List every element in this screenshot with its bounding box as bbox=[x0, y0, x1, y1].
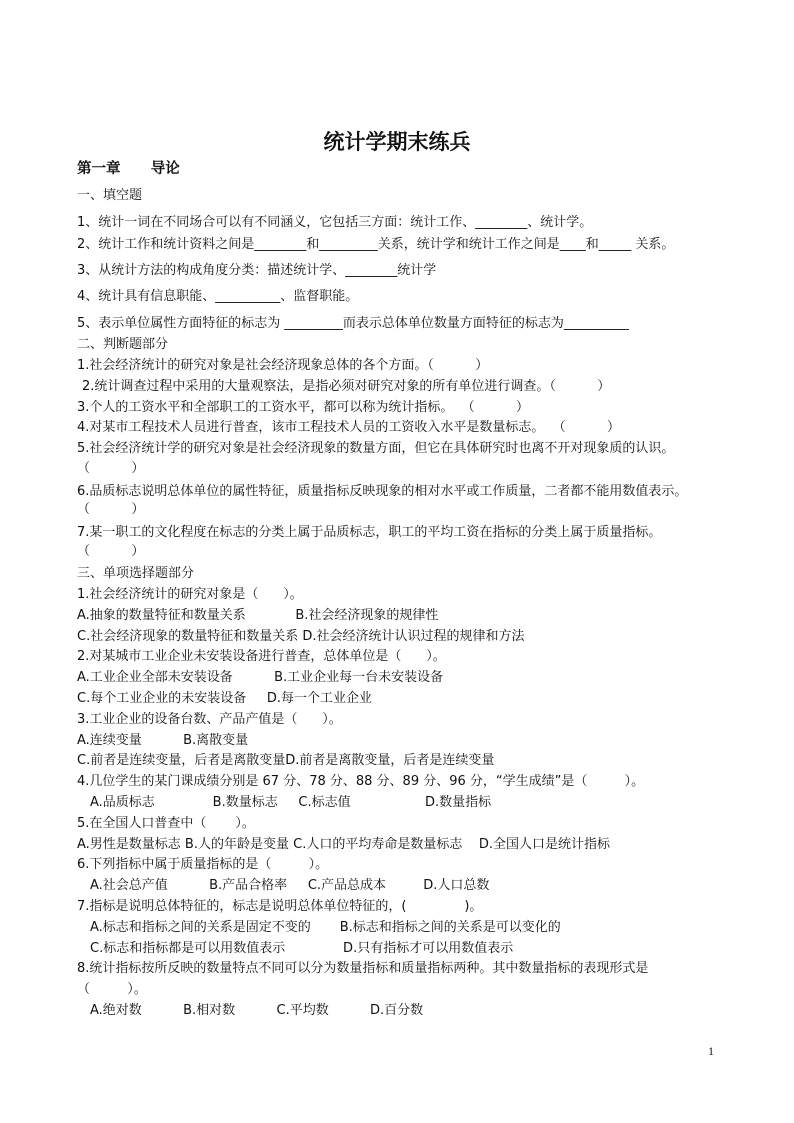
choice-options: A.品质标志 B.数量标志 C.标志值 D.数量指标 bbox=[90, 795, 492, 810]
judge-question: 5.社会经济统计学的研究对象是社会经济现象的数量方面，但它在具体研究时也离不开对现象质的认识。 bbox=[77, 441, 675, 456]
choice-question: 4.几位学生的某门课成绩分别是 67 分、78 分、88 分、89 分、96 分，“学生成绩”是（ ）。 bbox=[77, 774, 645, 789]
judge-question: 1.社会经济统计的研究对象是社会经济现象总体的各个方面。（ ） bbox=[77, 358, 489, 373]
page-title: 统计学期末练兵 bbox=[323, 129, 471, 154]
judge-question: 3.个人的工资水平和全部职工的工资水平，都可以称为统计指标。 （ ） bbox=[77, 400, 529, 415]
fill-question: 4、统计具有信息职能、__________、监督职能。 bbox=[77, 289, 359, 304]
fill-question: 1、统计一词在不同场合可以有不同涵义，它包括三方面：统计工作、________、统计学。 bbox=[77, 215, 593, 230]
chapter-heading: 第一章 导论 bbox=[77, 160, 180, 177]
choice-question: 6.下列指标中属于质量指标的是（ ）。 bbox=[77, 857, 329, 872]
page-number: 1 bbox=[708, 1044, 714, 1058]
answer-bracket: （ ）。 bbox=[77, 982, 147, 997]
choice-question: 8.统计指标按所反映的数量特点不同可以分为数量指标和质量指标两种。其中数量指标的表现形式是 bbox=[77, 961, 649, 976]
choice-question: 1.社会经济统计的研究对象是（ ）。 bbox=[77, 587, 303, 602]
choice-options: C.社会经济现象的数量特征和数量关系 D.社会经济统计认识过程的规律和方法 bbox=[77, 629, 525, 644]
fill-question: 5、表示单位属性方面特征的标志为 _________而表示总体单位数量方面特征的标志为__________ bbox=[77, 316, 629, 331]
choice-options: C.每个工业企业的未安装设备 D.每一个工业企业 bbox=[77, 691, 373, 706]
choice-options: A.男性是数量标志 B.人的年龄是变量 C.人口的平均寿命是数量标志 D.全国人口是统计指标 bbox=[77, 837, 610, 852]
choice-options: C.标志和指标都是可以用数值表示 D.只有指标才可以用数值表示 bbox=[90, 941, 514, 956]
judge-question: 6.品质标志说明总体单位的属性特征，质量指标反映现象的相对水平或工作质量，二者都不能用数值表示。 bbox=[77, 484, 688, 499]
choice-question: 2.对某城市工业企业未安装设备进行普查，总体单位是（ ）。 bbox=[77, 649, 446, 664]
section-heading: 二、判断题部分 bbox=[77, 337, 169, 352]
choice-options: A.标志和指标之间的关系是固定不变的 B.标志和指标之间的关系是可以变化的 bbox=[90, 920, 561, 935]
fill-question: 2、统计工作和统计资料之间是________和_________关系，统计学和统计工作之间是____和_____ 关系。 bbox=[77, 237, 675, 252]
choice-options: A.社会总产值 B.产品合格率 C.产品总成本 D.人口总数 bbox=[90, 878, 490, 893]
judge-question: 4.对某市工程技术人员进行普查，该市工程技术人员的工资收入水平是数量标志。 （ ） bbox=[77, 420, 620, 435]
choice-options: C.前者是连续变量，后者是离散变量D.前者是离散变量，后者是连续变量 bbox=[77, 753, 495, 768]
section-heading: 三、单项选择题部分 bbox=[77, 566, 195, 581]
choice-question: 5.在全国人口普查中（ ）。 bbox=[77, 816, 255, 831]
choice-options: A.工业企业全部未安装设备 B.工业企业每一台未安装设备 bbox=[77, 670, 444, 685]
choice-options: A.连续变量 B.离散变量 bbox=[77, 733, 249, 748]
choice-question: 3.工业企业的设备台数、产品产值是（ ）。 bbox=[77, 712, 342, 727]
answer-bracket: （ ） bbox=[77, 502, 145, 517]
choice-options: A.绝对数 B.相对数 C.平均数 D.百分数 bbox=[90, 1003, 424, 1018]
judge-question: 2.统计调查过程中采用的大量观察法，是指必须对研究对象的所有单位进行调查。（ ） bbox=[82, 379, 611, 394]
answer-bracket: （ ） bbox=[77, 544, 145, 559]
section-heading: 一、填空题 bbox=[77, 188, 143, 203]
choice-options: A.抽象的数量特征和数量关系 B.社会经济现象的规律性 bbox=[77, 608, 439, 623]
answer-bracket: （ ） bbox=[77, 461, 145, 476]
choice-question: 7.指标是说明总体特征的，标志是说明总体单位特征的，( )。 bbox=[77, 899, 483, 914]
judge-question: 7.某一职工的文化程度在标志的分类上属于品质标志，职工的平均工资在指标的分类上属于质量指标。 bbox=[77, 525, 662, 540]
fill-question: 3、从统计方法的构成角度分类：描述统计学、________统计学 bbox=[77, 263, 437, 278]
